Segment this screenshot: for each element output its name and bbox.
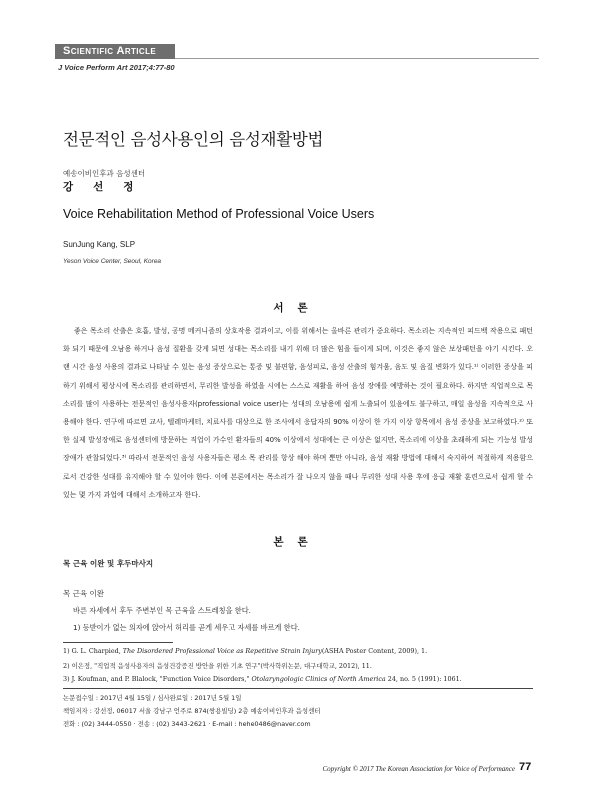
- instruction-step: 1) 등받이가 없는 의자에 앉아서 허리를 곧게 세우고 자세를 바르게 한다.: [73, 623, 300, 632]
- article-type-banner: [55, 44, 175, 59]
- journal-reference: J Voice Perform Art 2017;4:77-80: [58, 63, 175, 72]
- submission-dates: 논문접수일 : 2017년 4월 15일 / 심사완료일 : 2017년 5월 1일: [63, 694, 242, 702]
- subsection-heading-neck-massage: 목 근육 이완 및 후두마사지: [63, 559, 154, 568]
- footnote-3: 3) J. Koufman, and P. Blalock, "Function Voice Disorders," Otolaryngologic Clinics of North America 24, no. 5 (1991): 1061.: [63, 675, 462, 683]
- footnote-1: 1) G. L. Charpied, The Disordered Professional Voice as Repetitive Strain Injury(ASHA Poster Content, 2009), 1.: [63, 647, 428, 655]
- author-korean: 강선정: [63, 181, 154, 193]
- subsection-heading-neck-relaxation: 목 근육 이완: [63, 589, 104, 598]
- affiliation-korean: 예송이비인후과 음성센터: [63, 169, 146, 178]
- author-english: SunJung Kang, SLP: [63, 240, 136, 249]
- footer-copyright: Copyright © 2017 The Korean Association for Voice of Performance: [322, 765, 515, 773]
- meta-rule: [63, 688, 533, 689]
- footnote-rule: [63, 642, 173, 643]
- title-english: Voice Rehabilitation Method of Professional Voice Users: [63, 207, 375, 221]
- contact-info: 전화 : (02) 3444-0550 · 전송 : (02) 3443-2621 · E-mail : hehe0486@naver.com: [63, 720, 311, 728]
- instruction-line: 바른 자세에서 후두 주변부인 목 근육을 스트레칭을 한다.: [73, 606, 251, 615]
- section-heading-body: 본론: [273, 536, 322, 548]
- article-type-label: Scientific Article: [63, 45, 157, 57]
- introduction-paragraph: 좋은 목소리 산출은 호흡, 발성, 공명 메커니즘의 상호작용 결과이고, 이를 위해서는 올바른 관리가 중요하다. 목소리는 지속적인 피드백 작용으로 패턴화 되기 때문에 오남용 하거나 음성 질환을 갖게 되면 성대는 목소리를 내기 위해 더 많은 힘을 들이게 되며, 이것은 좋지 않은 보상패턴을 야기 시킨다. 오랜 시간 음성 사용의 결과로 나타날 수 있는 음성 증상으로는 통증 및 불편함, 음성피로, 음성 산출의 힘겨움, 음도 및 음질 변화가 있다.¹⁾ 이러한 증상을 피하기 위해서 평상시에 목소리를 관리하면서, 무리한 발성을 하였을 시에는 스스로 재활을 하여 음성 장애를 예방하는 것이 필요하다. 하지만 직업적으로 목소리를 많이 사용하는 전문적인 음성사용자(professional voice user)는 성대의 오남용에 쉽게 노출되어 있음에도 불구하고, 매일 음성을 지속적으로 사용해야 한다. 연구에 따르면 교사, 텔레마케터, 치료사를 대상으로 한 조사에서 응답자의 90% 이상이 한 가지 이상 항목에서 음성 증상을 보고하였다.²⁾ 또한 실제 발성장애로 음성센터에 방문하는 직업이 가수인 환자들의 40% 이상에서 성대에는 큰 이상은 없지만, 목소리에 이상을 초래하게 되는 기능성 발성 장애가 관찰되었다.³⁾ 따라서 전문적인 음성 사용자들은 평소 목 관리를 항상 해야 하며 뿐만 아니라, 음성 재활 방법에 대해서 숙지하여 적절하게 적용함으로서 건강한 성대를 유지해야 할 수 있어야 한다. 이에 본론에서는 목소리가 잘 나오지 않을 때나 무리한 성대 사용 후에 응급 재활 훈련으로서 쉽게 할 수 있는 몇 가지 과업에 대해서 소개하고자 한다.: [63, 327, 533, 499]
- title-korean: 전문적인 음성사용인의 음성재활방법: [63, 130, 324, 149]
- header-rule: [175, 58, 539, 59]
- section-heading-introduction: 서론: [273, 302, 322, 314]
- page-number: 77: [519, 761, 532, 773]
- affiliation-english: Yeson Voice Center, Seoul, Korea: [63, 258, 162, 265]
- corresponding-author: 책임저자 : 강선정, 06017 서울 강남구 언주로 874(쌍용빌딩) 2층 예송이비인후과 음성센터: [63, 707, 321, 715]
- footnote-2: 2) 이은정, "직업적 음성사용자의 음성건강증진 방안을 위한 기초 연구"(박사학위논문, 대구대학교, 2012), 11.: [63, 662, 372, 670]
